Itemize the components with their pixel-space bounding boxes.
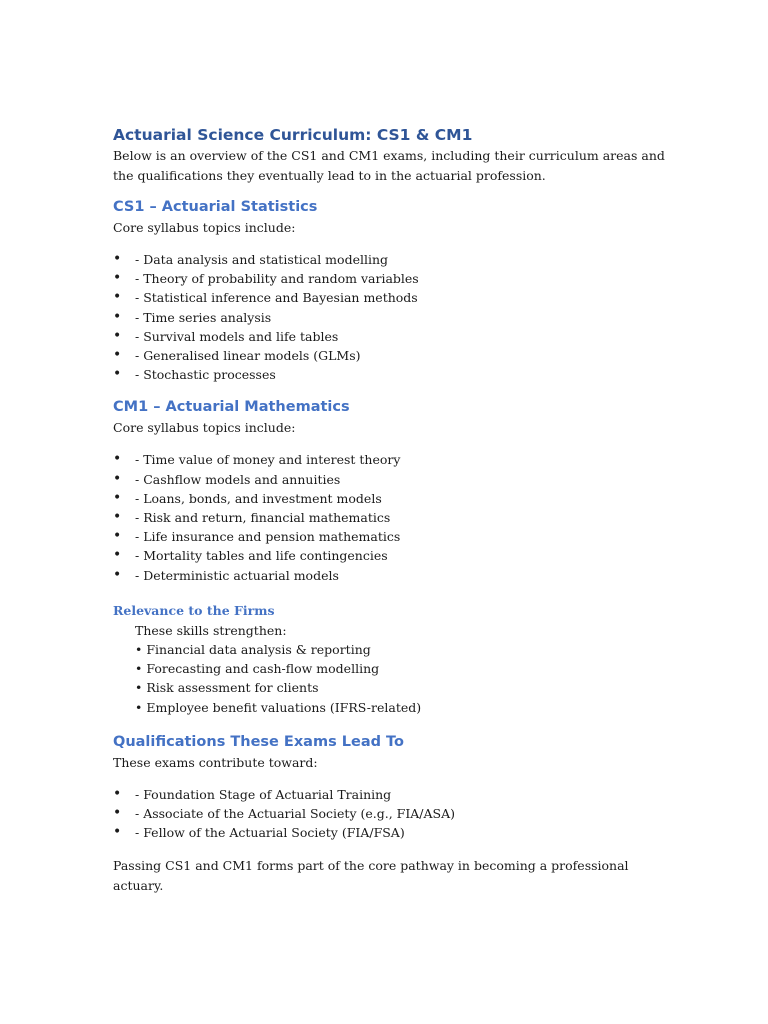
list-item: • - Risk and return, financial mathematics	[113, 509, 391, 526]
document-content	[113, 124, 673, 896]
list-item: • - Survival models and life tables	[113, 327, 339, 344]
bullet-icon: •	[113, 451, 122, 468]
cm1-heading: CM1 – Actuarial Mathematics	[113, 399, 350, 416]
bullet-icon: •	[113, 270, 122, 287]
bullet-icon: •	[113, 547, 122, 564]
qualifications-list	[113, 785, 673, 843]
bullet-icon: •	[113, 308, 122, 325]
list-item: • - Loans, bonds, and investment models	[113, 489, 382, 506]
bullet-icon: •	[113, 470, 122, 487]
list-item: • - Mortality tables and life contingencies	[113, 547, 388, 564]
relevance-item: • Employee benefit valuations (IFRS-related)	[135, 699, 422, 715]
closing-paragraph: Passing CS1 and CM1 forms part of the core pathway in becoming a professional actuary.	[113, 858, 629, 894]
bullet-icon: •	[113, 805, 122, 822]
cs1-heading: CS1 – Actuarial Statistics	[113, 199, 318, 215]
bullet-icon: •	[113, 528, 122, 545]
bullet-icon: •	[113, 824, 122, 841]
cm1-lead: Core syllabus topics include:	[113, 420, 296, 436]
list-item: • - Deterministic actuarial models	[113, 566, 339, 583]
list-item: • - Generalised linear models (GLMs)	[113, 347, 361, 364]
bullet-icon: •	[113, 785, 122, 802]
qualifications-lead: These exams contribute toward:	[113, 754, 318, 770]
bullet-icon: •	[113, 366, 122, 383]
bullet-icon: •	[113, 327, 122, 344]
bullet-icon: •	[113, 251, 122, 267]
bullet-icon: •	[113, 289, 122, 306]
bullet-icon: •	[113, 489, 122, 506]
document-title: Actuarial Science Curriculum: CS1 & CM1	[113, 126, 473, 144]
list-item: • - Cashflow models and annuities	[113, 470, 341, 487]
qualifications-heading: Qualifications These Exams Lead To	[113, 733, 404, 750]
bullet-icon: •	[113, 347, 122, 364]
relevance-item: • Risk assessment for clients	[135, 680, 319, 696]
bullet-icon: •	[113, 509, 122, 526]
list-item: • - Theory of probability and random variables	[113, 270, 419, 287]
list-item: • - Stochastic processes	[113, 366, 276, 383]
list-item: • - Fellow of the Actuarial Society (FIA/FSA)	[113, 824, 405, 841]
list-item: • - Life insurance and pension mathematics	[113, 528, 401, 545]
relevance-block	[113, 621, 673, 717]
list-item: • - Time series analysis	[113, 308, 272, 325]
list-item: • - Foundation Stage of Actuarial Training	[113, 785, 392, 802]
bullet-icon: •	[113, 566, 122, 583]
cs1-lead: Core syllabus topics include:	[113, 220, 296, 235]
relevance-item: • Forecasting and cash-flow modelling	[135, 661, 380, 677]
relevance-item: • Financial data analysis & reporting	[135, 642, 371, 658]
list-item: • - Data analysis and statistical modelling	[113, 251, 389, 267]
cm1-topic-list	[113, 450, 673, 584]
relevance-heading: Relevance to the Firms	[113, 602, 275, 618]
intro-paragraph: Below is an overview of the CS1 and CM1 exams, including their curriculum areas and the qualifications they eventually lead to in the actuarial profession.	[113, 148, 665, 183]
list-item: • - Statistical inference and Bayesian methods	[113, 289, 418, 306]
relevance-lead: These skills strengthen:	[135, 622, 287, 638]
cs1-topic-list	[113, 250, 673, 384]
list-item: • - Associate of the Actuarial Society (e.g., FIA/ASA)	[113, 805, 456, 822]
list-item: • - Time value of money and interest theory	[113, 451, 401, 468]
